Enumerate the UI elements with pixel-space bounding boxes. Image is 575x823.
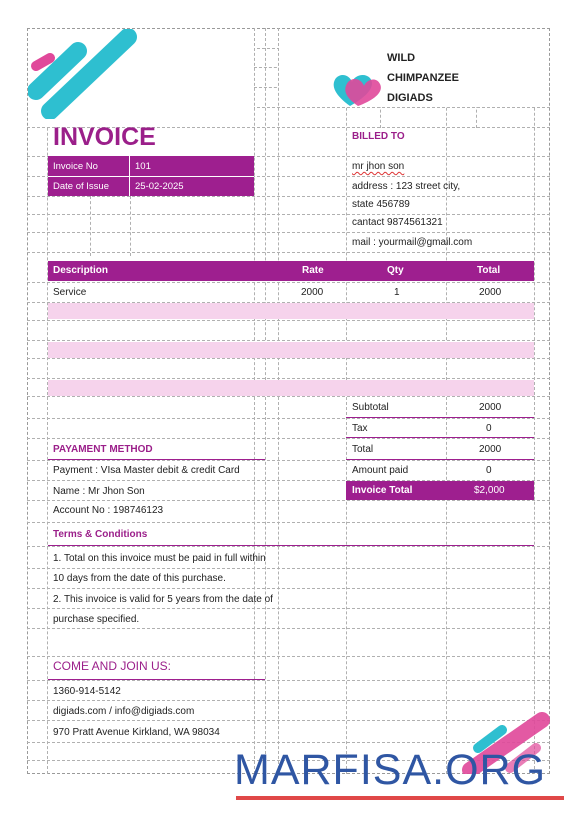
subtotal-rule	[346, 417, 534, 418]
empty-row-band-3	[48, 380, 534, 396]
payment-name: Name : Mr Jhon Son	[53, 486, 145, 497]
terms-title-rule	[48, 545, 534, 546]
tax-value: 0	[486, 423, 492, 434]
amount-paid-label: Amount paid	[352, 465, 409, 476]
payment-account: Account No : 198746123	[53, 505, 164, 516]
total-label: Total	[352, 444, 374, 455]
invoice-no-value: 101	[135, 161, 151, 172]
contact-address: 970 Pratt Avenue Kirkland, WA 98034	[53, 727, 220, 738]
invoice-total-value: $2,000	[474, 485, 505, 496]
tax-rule	[346, 437, 534, 438]
company-line-3: DIGIADS	[387, 92, 433, 104]
row-total: 2000	[479, 287, 502, 298]
amount-paid-value: 0	[486, 465, 492, 476]
subtotal-value: 2000	[479, 402, 502, 413]
billed-name: mr jhon son	[352, 161, 405, 172]
total-value: 2000	[479, 444, 502, 455]
tax-label: Tax	[352, 423, 368, 434]
contact-title-rule	[48, 679, 265, 680]
invoice-info-vdivider	[129, 156, 130, 196]
terms-line-2: 10 days from the date of this purchase.	[53, 573, 226, 584]
contact-phone: 1360-914-5142	[53, 686, 121, 697]
subtotal-label: Subtotal	[352, 402, 389, 413]
watermark-underline	[236, 796, 564, 800]
empty-row-band-2	[48, 342, 534, 358]
company-line-2: CHIMPANZEE	[387, 72, 459, 84]
terms-line-3: 2. This invoice is valid for 5 years from the date of	[53, 594, 273, 605]
payment-method: Payment : VIsa Master debit & credit Card	[53, 465, 240, 476]
date-value: 25-02-2025	[135, 181, 184, 192]
date-label: Date of Issue	[53, 181, 109, 192]
billed-address-1: address : 123 street city,	[352, 181, 461, 192]
total-rule	[346, 459, 534, 460]
billed-address-2: state 456789	[352, 199, 410, 210]
billed-mail: mail : yourmail@gmail.com	[352, 237, 473, 248]
watermark-text: MARFISA.ORG	[234, 746, 547, 794]
invoice-title: INVOICE	[53, 123, 156, 151]
decorative-stripes-icon	[28, 29, 148, 119]
invoice-info-divider	[48, 176, 254, 177]
terms-line-4: purchase specified.	[53, 614, 140, 625]
header-rate: Rate	[302, 265, 324, 276]
empty-row-band-1	[48, 303, 534, 319]
header-description: Description	[53, 265, 109, 276]
row-description: Service	[53, 287, 87, 298]
invoice-no-label: Invoice No	[53, 161, 98, 172]
row-qty: 1	[394, 287, 400, 298]
items-table-header	[48, 261, 534, 281]
company-line-1: WILD	[387, 52, 416, 64]
header-total: Total	[477, 265, 501, 276]
row-rate: 2000	[301, 287, 324, 298]
heart-logo-icon	[330, 70, 382, 110]
header-qty: Qty	[387, 265, 404, 276]
terms-title: Terms & Conditions	[53, 529, 148, 540]
terms-line-1: 1. Total on this invoice must be paid in full within	[53, 553, 266, 564]
payment-title: PAYAMENT METHOD	[53, 444, 153, 455]
invoice-total-label: Invoice Total	[352, 485, 413, 496]
billed-to-title: BILLED TO	[352, 131, 405, 142]
payment-title-rule	[48, 459, 265, 460]
contact-web: digiads.com / info@digiads.com	[53, 706, 195, 717]
billed-contact: cantact 9874561321	[352, 217, 443, 228]
contact-title: COME AND JOIN US:	[53, 659, 172, 673]
